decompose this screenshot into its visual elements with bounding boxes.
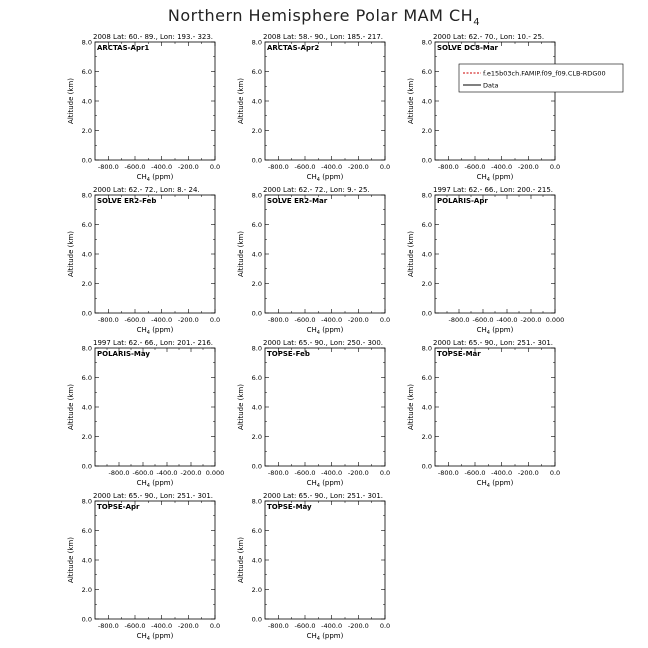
y-tick-label: 2.0: [421, 280, 432, 288]
x-tick-label: 0.0: [549, 163, 561, 171]
x-tick-label: -800.0: [97, 622, 119, 630]
y-axis-label: Altitude (km): [237, 78, 245, 124]
y-tick-label: 6.0: [81, 527, 92, 535]
x-tick-label: -400.0: [151, 316, 173, 324]
y-axis-label: Altitude (km): [67, 537, 75, 583]
x-tick-label: -800.0: [97, 316, 119, 324]
x-tick-label: -600.0: [464, 469, 486, 477]
campaign-label: TOPSE-Mar: [437, 350, 481, 358]
y-tick-label: 6.0: [421, 374, 432, 382]
plot-frame: [95, 501, 215, 619]
x-tick-label: 0.0: [379, 622, 391, 630]
x-tick-label: 0.0: [379, 469, 391, 477]
plot-frame: [265, 348, 385, 466]
y-tick-label: 4.0: [81, 556, 92, 565]
y-axis-label: Altitude (km): [407, 78, 415, 124]
x-tick-label: -200.0: [520, 316, 542, 324]
x-tick-label: -600.0: [124, 316, 146, 324]
x-tick-label: -400.0: [491, 469, 513, 477]
campaign-label: SOLVE DC8-Mar: [437, 44, 498, 52]
campaign-label: POLARIS-May: [97, 350, 150, 358]
x-tick-label: -200.0: [517, 163, 539, 171]
panel-info: 2000 Lat: 62.- 70., Lon: 10.- 25.: [433, 33, 545, 41]
y-tick-label: 8.0: [81, 38, 92, 47]
x-tick-label: -800.0: [267, 469, 289, 477]
panel-info: 2000 Lat: 65.- 90., Lon: 250.- 300.: [263, 339, 384, 347]
x-axis-label: $CH_4$ (ppm): [306, 326, 344, 336]
y-tick-label: 2.0: [251, 127, 262, 135]
y-tick-label: 4.0: [251, 403, 262, 412]
x-tick-label: -400.0: [321, 469, 343, 477]
y-tick-label: 6.0: [421, 221, 432, 229]
x-tick-label: 0.0: [209, 316, 221, 324]
x-axis-label: $CH_4$ (ppm): [136, 479, 174, 489]
y-tick-label: 2.0: [251, 433, 262, 441]
x-axis-label: $CH_4$ (ppm): [136, 326, 174, 336]
figure-title-subscript: 4: [473, 17, 481, 29]
panel-info: 1997 Lat: 62.- 66., Lon: 201.- 216.: [93, 339, 214, 347]
x-tick-label: -800.0: [267, 163, 289, 171]
x-tick-label: -400.0: [496, 316, 518, 324]
y-tick-label: 4.0: [81, 97, 92, 106]
x-axis-label: $CH_4$ (ppm): [476, 326, 514, 336]
panel-info: 2000 Lat: 65.- 90., Lon: 251.- 301.: [433, 339, 554, 347]
y-tick-label: 2.0: [81, 280, 92, 288]
y-tick-label: 2.0: [81, 127, 92, 135]
x-tick-label: -600.0: [124, 163, 146, 171]
x-tick-label: 0.0: [379, 316, 391, 324]
panel-info: 2000 Lat: 65.- 90., Lon: 251.- 301.: [93, 492, 214, 500]
x-tick-label: -800.0: [437, 163, 459, 171]
x-tick-label: 0.0: [209, 622, 221, 630]
plot-frame: [265, 42, 385, 160]
y-tick-label: 6.0: [251, 221, 262, 229]
y-tick-label: 6.0: [81, 374, 92, 382]
y-tick-label: 8.0: [421, 191, 432, 200]
x-tick-label: -200.0: [347, 163, 369, 171]
y-axis-label: Altitude (km): [237, 231, 245, 277]
x-axis-label: $CH_4$ (ppm): [476, 173, 514, 183]
x-tick-label: -400.0: [151, 622, 173, 630]
x-tick-label: -200.0: [177, 163, 199, 171]
y-tick-label: 6.0: [251, 374, 262, 382]
y-tick-label: 6.0: [251, 527, 262, 535]
y-tick-label: 4.0: [421, 250, 432, 259]
y-axis-label: Altitude (km): [407, 231, 415, 277]
y-tick-label: 0.0: [421, 156, 432, 165]
campaign-label: SOLVE ER2-Feb: [97, 197, 157, 205]
y-tick-label: 2.0: [421, 127, 432, 135]
y-tick-label: 4.0: [251, 250, 262, 259]
plot-frame: [95, 42, 215, 160]
campaign-label: TOPSE-Feb: [267, 350, 310, 358]
x-tick-label: -600.0: [294, 469, 316, 477]
y-tick-label: 6.0: [251, 68, 262, 76]
y-tick-label: 4.0: [81, 403, 92, 412]
figure-title-text: Northern Hemisphere Polar MAM CH: [167, 6, 474, 25]
x-tick-label: 0.000: [545, 316, 565, 324]
y-tick-label: 0.0: [421, 309, 432, 318]
y-tick-label: 0.0: [81, 156, 92, 165]
x-tick-label: 0.0: [549, 469, 561, 477]
x-tick-label: -400.0: [491, 163, 513, 171]
y-tick-label: 8.0: [81, 191, 92, 200]
x-tick-label: -400.0: [321, 316, 343, 324]
x-axis-label: $CH_4$ (ppm): [306, 632, 344, 642]
x-tick-label: 0.0: [379, 163, 391, 171]
y-tick-label: 4.0: [251, 556, 262, 565]
x-axis-label: $CH_4$ (ppm): [136, 173, 174, 183]
x-tick-label: -200.0: [347, 469, 369, 477]
x-tick-label: -800.0: [448, 316, 470, 324]
x-tick-label: -800.0: [108, 469, 130, 477]
plot-frame: [435, 195, 555, 313]
y-tick-label: 2.0: [81, 433, 92, 441]
y-tick-label: 8.0: [81, 497, 92, 506]
y-tick-label: 6.0: [421, 68, 432, 76]
y-tick-label: 2.0: [421, 433, 432, 441]
y-tick-label: 2.0: [251, 280, 262, 288]
x-tick-label: -600.0: [124, 622, 146, 630]
y-axis-label: Altitude (km): [67, 231, 75, 277]
plot-frame: [95, 348, 215, 466]
legend-label: Data: [483, 81, 499, 90]
y-tick-label: 0.0: [81, 615, 92, 624]
x-tick-label: -400.0: [151, 163, 173, 171]
y-tick-label: 0.0: [251, 309, 262, 318]
y-tick-label: 8.0: [81, 344, 92, 353]
x-tick-label: 0.0: [209, 163, 221, 171]
campaign-label: TOPSE-Apr: [97, 503, 140, 511]
y-axis-label: Altitude (km): [67, 78, 75, 124]
campaign-label: ARCTAS-Apr1: [97, 44, 150, 52]
x-tick-label: 0.000: [205, 469, 225, 477]
y-tick-label: 2.0: [251, 586, 262, 594]
y-tick-label: 8.0: [251, 344, 262, 353]
x-tick-label: -800.0: [437, 469, 459, 477]
panel-info: 1997 Lat: 62.- 66., Lon: 200.- 215.: [433, 186, 554, 194]
x-axis-label: $CH_4$ (ppm): [136, 632, 174, 642]
panel-info: 2000 Lat: 65.- 90., Lon: 251.- 301.: [263, 492, 384, 500]
x-tick-label: -400.0: [321, 163, 343, 171]
campaign-label: TOPSE-May: [267, 503, 312, 511]
y-tick-label: 6.0: [81, 68, 92, 76]
y-tick-label: 8.0: [421, 344, 432, 353]
y-tick-label: 4.0: [421, 403, 432, 412]
y-axis-label: Altitude (km): [407, 384, 415, 430]
y-tick-label: 0.0: [81, 309, 92, 318]
x-tick-label: -600.0: [294, 622, 316, 630]
plot-frame: [265, 195, 385, 313]
panel-info: 2000 Lat: 62.- 72., Lon: 8.- 24.: [93, 186, 200, 194]
legend-label: f.e15b03ch.FAMIP.f09_f09.CLB-RDG00: [483, 69, 606, 78]
x-tick-label: -200.0: [347, 622, 369, 630]
y-axis-label: Altitude (km): [237, 537, 245, 583]
campaign-label: SOLVE ER2-Mar: [267, 197, 328, 205]
x-tick-label: -200.0: [347, 316, 369, 324]
y-tick-label: 0.0: [251, 156, 262, 165]
plot-frame: [435, 42, 555, 160]
x-tick-label: -200.0: [180, 469, 202, 477]
x-tick-label: -400.0: [321, 622, 343, 630]
x-tick-label: -800.0: [267, 316, 289, 324]
x-tick-label: -600.0: [464, 163, 486, 171]
x-axis-label: $CH_4$ (ppm): [306, 479, 344, 489]
y-tick-label: 6.0: [81, 221, 92, 229]
y-axis-label: Altitude (km): [67, 384, 75, 430]
x-tick-label: -600.0: [294, 316, 316, 324]
x-axis-label: $CH_4$ (ppm): [476, 479, 514, 489]
x-tick-label: -600.0: [132, 469, 154, 477]
plot-frame: [265, 501, 385, 619]
x-tick-label: -600.0: [294, 163, 316, 171]
x-tick-label: -200.0: [177, 316, 199, 324]
campaign-label: ARCTAS-Apr2: [267, 44, 320, 52]
y-tick-label: 0.0: [251, 462, 262, 471]
x-axis-label: $CH_4$ (ppm): [306, 173, 344, 183]
y-tick-label: 8.0: [251, 38, 262, 47]
x-tick-label: -600.0: [472, 316, 494, 324]
y-tick-label: 8.0: [251, 497, 262, 506]
y-tick-label: 4.0: [421, 97, 432, 106]
x-tick-label: -800.0: [267, 622, 289, 630]
y-tick-label: 0.0: [251, 615, 262, 624]
y-tick-label: 4.0: [81, 250, 92, 259]
plot-frame: [435, 348, 555, 466]
campaign-label: POLARIS-Apr: [437, 197, 488, 205]
y-tick-label: 0.0: [81, 462, 92, 471]
x-tick-label: -400.0: [156, 469, 178, 477]
y-tick-label: 8.0: [251, 191, 262, 200]
y-tick-label: 8.0: [421, 38, 432, 47]
y-tick-label: 0.0: [421, 462, 432, 471]
x-tick-label: -800.0: [97, 163, 119, 171]
x-tick-label: -200.0: [517, 469, 539, 477]
panel-info: 2000 Lat: 62.- 72., Lon: 9.- 25.: [263, 186, 370, 194]
panel-info: 2008 Lat: 58.- 90., Lon: 185.- 217.: [263, 33, 384, 41]
y-tick-label: 2.0: [81, 586, 92, 594]
y-tick-label: 4.0: [251, 97, 262, 106]
x-tick-label: -200.0: [177, 622, 199, 630]
plot-frame: [95, 195, 215, 313]
panel-info: 2008 Lat: 60.- 89., Lon: 193.- 323.: [93, 33, 214, 41]
y-axis-label: Altitude (km): [237, 384, 245, 430]
